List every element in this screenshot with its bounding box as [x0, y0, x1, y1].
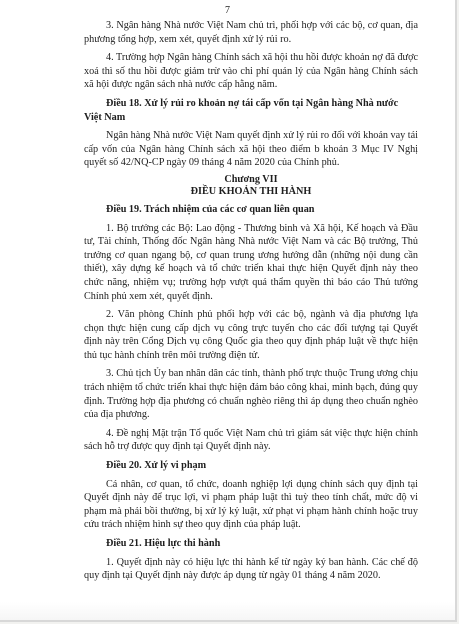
- paragraph-article-17-clause-4: 4. Trường hợp Ngân hàng Chính sách xã hội thu hồi được khoản nợ đã được xoá thì số thu hồi được giảm trừ vào chi phí quản lý của Ngân hàng Chính sách xã hội được ngân sách nhà nước cấp hằng năm.: [84, 52, 418, 91]
- paragraph-article-19-clause-3: 3. Chủ tịch Ủy ban nhân dân các tỉnh, thành phố trực thuộc Trung ương chịu trách nhiệm tổ chức triển khai thực hiện đảm bảo công khai, minh bạch, đúng quy định. Trường hợp địa phương có chuẩn nghèo riêng thì áp dụng theo chuẩn nghèo của địa phương.: [84, 368, 418, 421]
- paragraph-article-19-clause-1: 1. Bộ trưởng các Bộ: Lao động - Thương binh và Xã hội, Kế hoạch và Đầu tư, Tài chính, Thống đốc Ngân hàng Nhà nước Việt Nam và các Bộ trưởng, Thủ trưởng cơ quan ngang bộ, cơ quan trung ương hướng dẫn (những nội dung cần thiết), xây dựng kế hoạch và tổ chức triển khai thực hiện Quyết định này theo chức năng, nhiệm vụ; trường hợp vượt quá thẩm quyền thì báo cáo Thủ tướng Chính phủ xem xét, quyết định.: [84, 222, 418, 302]
- chapter-title: ĐIỀU KHOẢN THI HÀNH: [190, 186, 312, 198]
- article-19-heading: Điều 19. Trách nhiệm của các cơ quan liên quan: [106, 203, 315, 215]
- paragraph-article-21-clause-1: 1. Quyết định này có hiệu lực thi hành kể từ ngày ký ban hành. Các chế độ quy định tại Quyết định này được áp dụng từ ngày 01 tháng 4 năm 2020.: [84, 556, 418, 582]
- paragraph-article-19-clause-2: 2. Văn phòng Chính phủ phối hợp với các bộ, ngành và địa phương lựa chọn thực hiện cung cấp dịch vụ công trực tuyến cho các đối tượng tại Quyết định này trên Cổng Dịch vụ công Quốc gia theo quy định pháp luật về thực hiện thủ tục hành chính trên môi trường điện tử.: [84, 309, 418, 361]
- paragraph-article-17-clause-3: 3. Ngân hàng Nhà nước Việt Nam chủ trì, phối hợp với các bộ, cơ quan, địa phương tổng hợp, xem xét, quyết định xử lý rủi ro.: [84, 20, 418, 45]
- paragraph-article-20-body: Cá nhân, cơ quan, tổ chức, doanh nghiệp lợi dụng chính sách quy định tại Quyết định này để trục lợi, vi phạm pháp luật thì tuỳ theo tính chất, mức độ vi phạm mà phải bồi thường, bị xử lý kỷ luật, xử phạt vi phạm hành chính hoặc truy cứu trách nhiệm hình sự theo quy định của pháp luật.: [84, 478, 418, 531]
- article-18-heading: Điều 18. Xử lý rủi ro khoản nợ tái cấp vốn tại Ngân hàng Nhà nước Việt Nam: [84, 97, 399, 123]
- chapter-label: Chương VII: [224, 173, 278, 185]
- document-body: [84, 19, 418, 588]
- paragraph-article-18-body: Ngân hàng Nhà nước Việt Nam quyết định xử lý rủi ro đối với khoản vay tái cấp vốn của Ngân hàng Chính sách xã hội theo điểm b khoản 3 Mục IV Nghị quyết số 42/NQ-CP ngày 09 tháng 4 năm 2020 của Chính phủ.: [84, 130, 418, 169]
- page-bottom-edge: [0, 602, 455, 620]
- article-20-heading: Điều 20. Xử lý vi phạm: [106, 460, 207, 472]
- paragraph-article-19-clause-4: 4. Đề nghị Mặt trận Tổ quốc Việt Nam chủ trì giám sát việc thực hiện chính sách hỗ trợ được quy định tại Quyết định này.: [84, 427, 418, 453]
- page-number: 7: [225, 5, 230, 16]
- article-21-heading: Điều 21. Hiệu lực thi hành: [106, 538, 221, 549]
